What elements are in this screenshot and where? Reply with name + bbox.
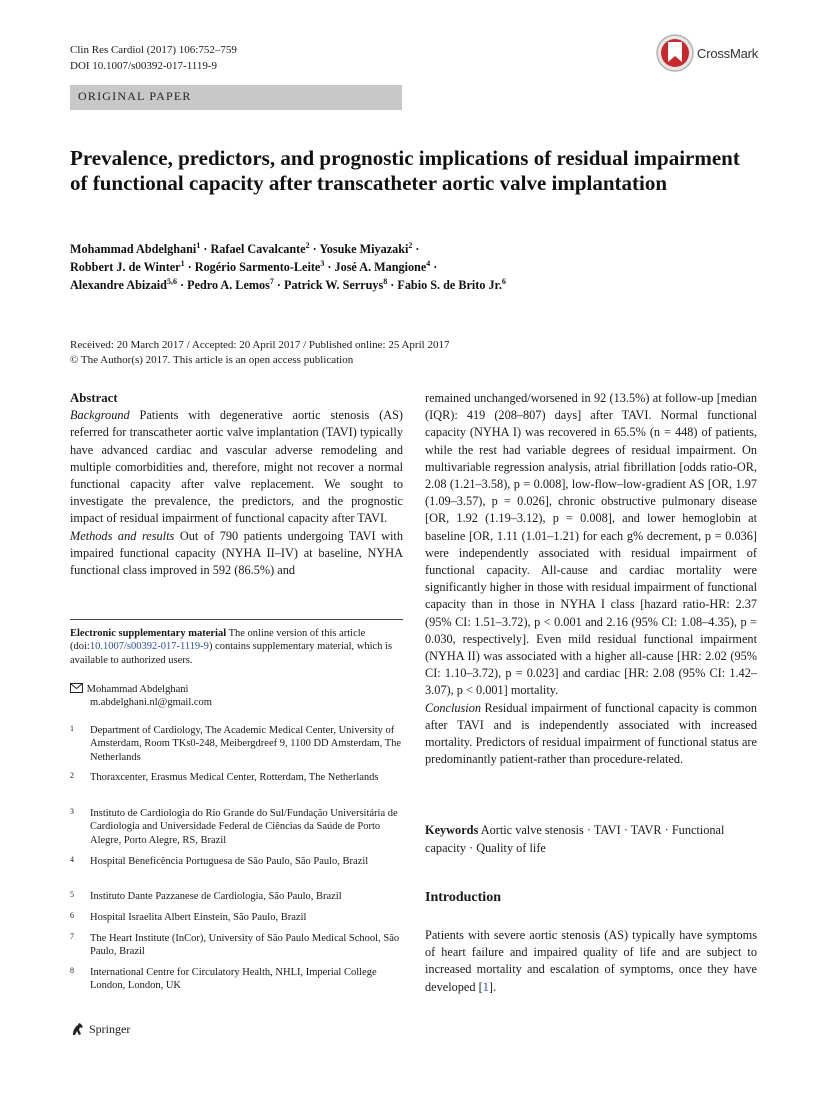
author-name: Patrick W. Serruys [284, 278, 384, 292]
affiliation-item [70, 890, 403, 903]
author-affiliation-sup: 7 [269, 276, 274, 286]
author-name: Yosuke Miyazaki [319, 242, 409, 256]
affiliation-text: Department of Cardiology, The Academic Medical Center, University of Amsterdam, Room TKs0-248, Meibergdreef 9, 1100 DD Amsterdam, The Netherlands [90, 725, 402, 763]
correspondence-name: Mohammad Abdelghani [86, 684, 189, 695]
doi: DOI 10.1007/s00392-017-1119-9 [70, 60, 218, 72]
affiliation-item [70, 724, 403, 764]
intro-ref-link[interactable]: 1 [482, 979, 489, 994]
author-affiliation-sup: 1 [196, 240, 201, 250]
keywords-text: Aortic valve stenosis · TAVI · TAVR · Functional capacity · Quality of life [425, 823, 725, 855]
affiliation-item [70, 932, 403, 959]
author-affiliation-sup: 5,6 [166, 276, 177, 286]
affiliation-text: International Centre for Circulatory Health, NHLI, Imperial College London, London, UK [90, 967, 377, 992]
affiliation-text: Instituto de Cardiologia do Rio Grande do Sul/Fundação Universitária de Cardiologia and Universidade Federal de Ciências da Saúde de Porto Alegre, Porto Alegre, RS, Brazil [90, 808, 398, 846]
article-type-label: ORIGINAL PAPER [78, 89, 192, 103]
methods-label: Methods and results [70, 528, 175, 543]
author-list: Mohammad Abdelghani$^1$ · Rafael Cavalcante$^2$ · Yosuke Miyazaki$^2$ · Robbert J. de Winter$^1$ · Rogério Sarmento-Leite$^3$ · José A. Mangione$^4$ · Alexandre Abizaid$^{5,6}$ · Pedro A. Lemos$^7$ · Patrick W. Serruys$^8$ · Fabio S. de Brito Jr.$^6$ [70, 240, 506, 292]
intro-text: Patients with severe aortic stenosis (AS) typically have symptoms of heart failure and impaired quality of life and are subject to increased mortality and escalation of symptoms, once they have developed [ [425, 928, 757, 994]
methods-text: Out of 790 patients undergoing TAVI with impaired functional capacity (NYHA II–IV) at baseline, NYHA functional class improved in 592 (86.5%) and [70, 528, 403, 578]
publication-dates [70, 338, 449, 368]
crossmark-badge[interactable] [655, 33, 765, 73]
abstract-background [70, 407, 403, 527]
affiliation-item [70, 911, 403, 924]
affiliation-text: The Heart Institute (InCor), University of São Paulo Medical School, São Paulo, Brazil [90, 933, 400, 958]
abstract-heading: Abstract [70, 391, 118, 405]
affiliation-text: Instituto Dante Pazzanese de Cardiologia, São Paulo, Brazil [90, 891, 342, 902]
author-name: Rogério Sarmento-Leite [194, 260, 321, 274]
author-name: Alexandre Abizaid [70, 278, 167, 292]
abstract-conclusion [425, 700, 757, 769]
abstract-results-continued: remained unchanged/worsened in 92 (13.5%) at follow-up [median (IQR): 419 (208–807) days] after TAVI. Normal functional capacity (NYHA I) was recovered in 65.5% (n = 448) of patients, while the rest had variable degrees of residual impairment. On multivariable regression analysis, atrial fibrillation [odds ratio-OR, 2.08 (1.21–3.58), p = 0.008], low-flow–low-gradient AS [OR, 1.97 (1.09–3.57), p = 0.026], chronic obstructive pulmonary disease [OR, 1.92 (1.19–3.12), p = 0.008], and lower hemoglobin at baseline [OR, 1.11 (1.01–1.21) for each g% decrement, p = 0.036] were independently associated with residual impairment of functional capacity. All-cause and cardiac mortality were significantly higher in those with residual impairment of functional capacity than in those in NYHA I class [hazard ratio-HR: 2.37 (95% CI: 1.51–3.72), p < 0.001 and 2.16 (95% CI: 1.08–4.35), p = 0.030, respectively]. Even mild residual functional impairment (NYHA II) was associated with a higher all-cause [HR: 2.02 (95% CI: 1.10–3.72), p = 0.023] and cardiac [HR: 2.08 (95% CI: 1.42–3.07), p < 0.001] mortality. [425, 391, 757, 698]
keywords-label: Keywords [425, 823, 479, 837]
article-type-bar [70, 85, 402, 110]
author-affiliation-sup: 4 [426, 258, 431, 268]
affiliation-number: 1 [70, 724, 74, 733]
correspondence [70, 683, 403, 710]
intro-text-end: ]. [488, 979, 497, 994]
affiliation-number: 7 [70, 932, 74, 941]
esm-text-before: The online version of this article (doi: [70, 628, 366, 653]
conclusion-label: Conclusion [425, 700, 482, 715]
keywords [425, 822, 757, 857]
copyright-line: © The Author(s) 2017. This article is an open access publication [70, 354, 354, 366]
conclusion-text: Residual impairment of functional capacity is common after TAVI and is independently associated with increased mortality. Predictors of residual impairment of functional status are predominantly patient-rather than procedure-related. [425, 700, 757, 767]
author-affiliation-sup: 1 [180, 258, 185, 268]
affiliation-number: 4 [70, 855, 74, 864]
affiliation-number: 8 [70, 966, 74, 975]
author-name: Fabio S. de Brito Jr. [397, 278, 502, 292]
esm-label: Electronic supplementary material [70, 628, 227, 639]
author-name: Pedro A. Lemos [187, 278, 270, 292]
background-text: Patients with degenerative aortic stenosis (AS) referred for transcatheter aortic valve implantation (TAVI) typically have advanced cardiac and vascular adverse remodeling and multiple comorbidities and, therefore, might not recover a normal functional capacity after valve replacement. We sought to investigate the prevalence, the predictors, and the prognostic impact of residual impairment of functional capacity after TAVI. [70, 408, 404, 526]
article-title: Prevalence, predictors, and prognostic implications of residual impairment of functional capacity after transcatheter aortic valve implantation [70, 146, 740, 195]
supplementary-note [70, 627, 403, 667]
journal-citation: Clin Res Cardiol (2017) 106:752–759 [70, 44, 237, 56]
affiliation-item [70, 771, 403, 784]
author-affiliation-sup: 2 [408, 240, 413, 250]
author-name: Mohammad Abdelghani [70, 242, 197, 256]
abstract-left-column [70, 390, 403, 579]
abstract-methods [70, 528, 403, 580]
affiliation-item [70, 807, 403, 847]
background-label: Background [70, 408, 130, 423]
author-name: Rafael Cavalcante [210, 242, 306, 256]
dates-line: Received: 20 March 2017 / Accepted: 20 April 2017 / Published online: 25 April 2017 [70, 339, 450, 351]
esm-text-after: ) contains supplementary material, which is available to authorized users. [70, 641, 393, 666]
crossmark-label: CrossMark [697, 45, 759, 61]
publisher-name: Springer [89, 1021, 131, 1036]
crossmark-icon [655, 33, 695, 73]
author-name: José A. Mangione [334, 260, 427, 274]
affiliation-number: 6 [70, 911, 74, 920]
springer-horse-icon [70, 1021, 86, 1037]
affiliation-number: 2 [70, 771, 74, 780]
publisher-footer [70, 1021, 130, 1037]
affiliation-number: 5 [70, 890, 74, 899]
introduction-paragraph [425, 927, 757, 996]
affiliation-item [70, 855, 403, 868]
author-affiliation-sup: 8 [383, 276, 388, 286]
affiliation-text: Hospital Beneficência Portuguesa de São Paulo, São Paulo, Brazil [90, 856, 369, 867]
correspondence-email[interactable]: m.abdelghani.nl@gmail.com [90, 697, 212, 709]
esm-doi-link[interactable]: 10.1007/s00392-017-1119-9 [89, 641, 209, 653]
author-affiliation-sup: 2 [305, 240, 310, 250]
author-affiliation-sup: 6 [501, 276, 506, 286]
affiliation-number: 3 [70, 807, 74, 816]
affiliation-text: Thoraxcenter, Erasmus Medical Center, Rotterdam, The Netherlands [90, 772, 379, 783]
abstract-right-column [425, 390, 757, 768]
affiliation-text: Hospital Israelita Albert Einstein, São Paulo, Brazil [90, 912, 307, 923]
footnote-divider [70, 619, 403, 620]
envelope-icon [70, 683, 84, 693]
author-name: Robbert J. de Winter [70, 260, 181, 274]
introduction-heading: Introduction [425, 890, 501, 905]
affiliation-item [70, 966, 403, 993]
author-affiliation-sup: 3 [320, 258, 325, 268]
